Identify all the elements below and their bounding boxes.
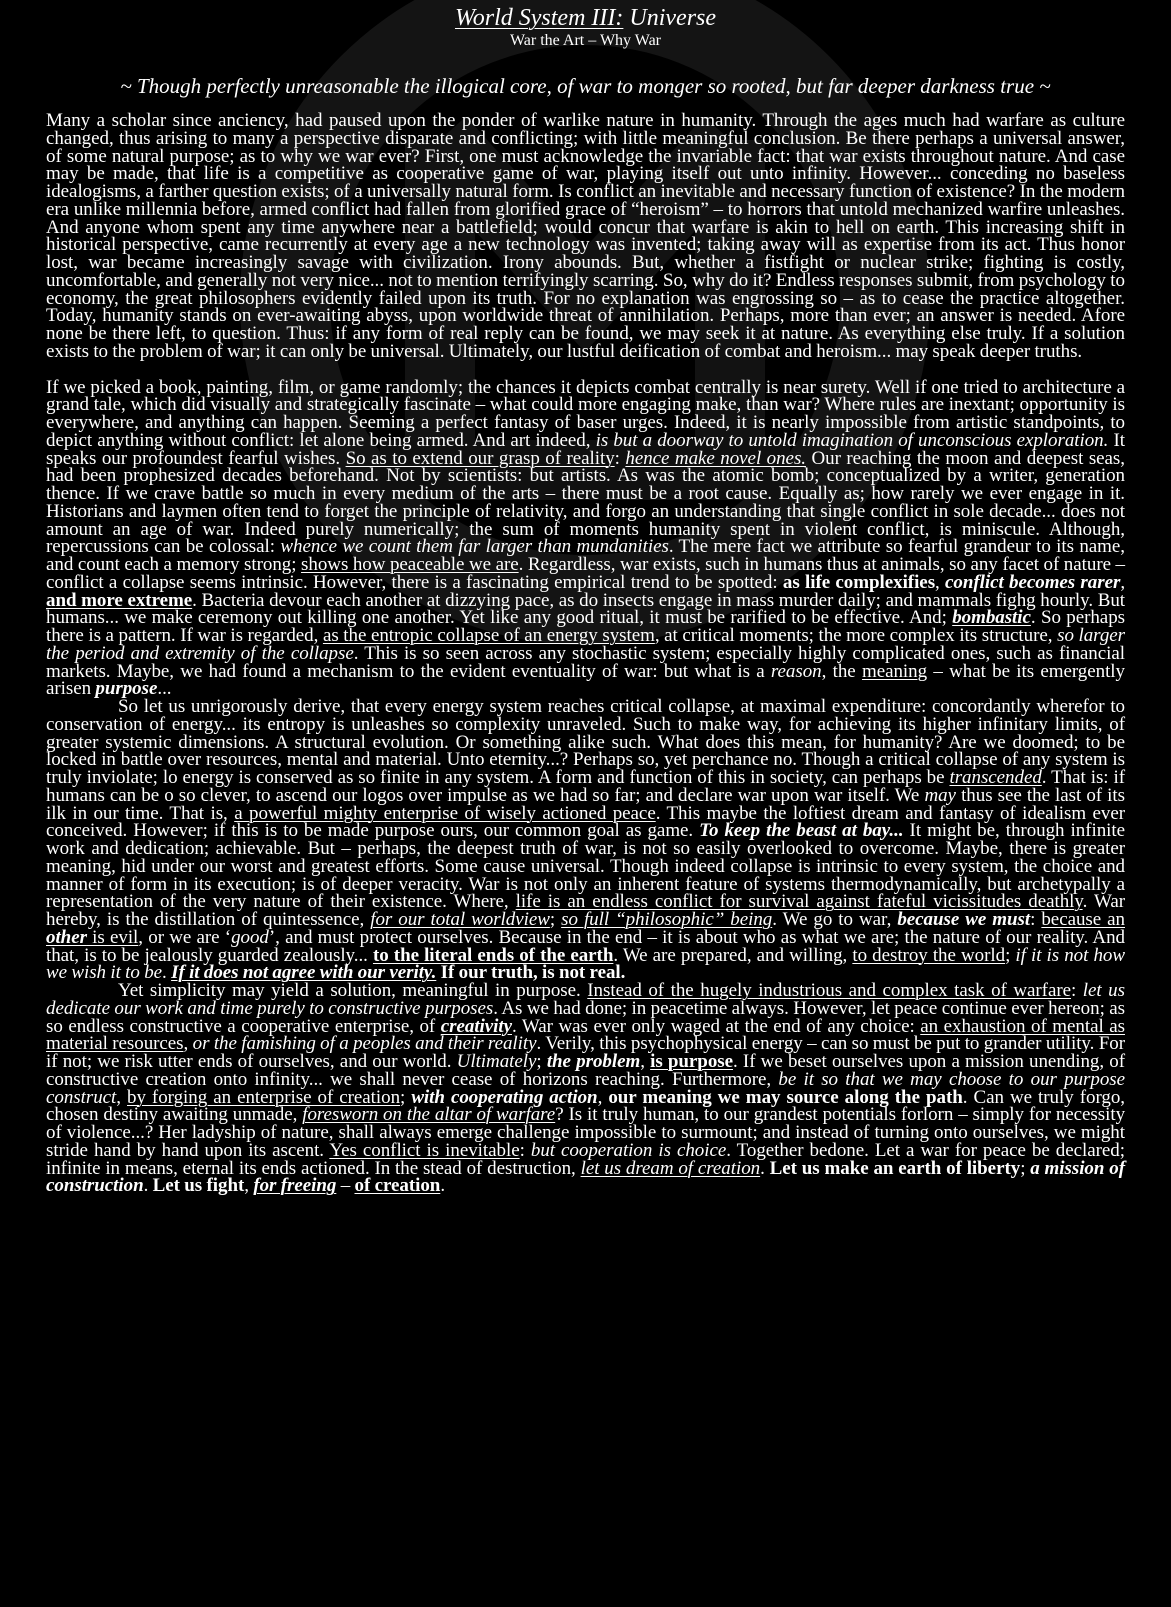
text-run: is evil (86, 926, 139, 948)
text-run: . This is so seen across any stochastic system; especially highly complicated ones, such as financial markets. Maybe, we had found a mechanism to the evident eventuality of war: but what is a (46, 642, 1125, 682)
text-run: conflict becomes rarer (945, 571, 1121, 593)
text-run: . (760, 1157, 770, 1179)
text-run: with cooperating action (411, 1086, 598, 1108)
text-run: If it does not agree with our verity. (171, 962, 437, 984)
text-run: Many a scholar since anciency, had paused upon the ponder of warlike nature in humanity. Through the ages much had warfare as culture changed, thus arising to many a perspective disparate and conflicting; with little meaningful conclusion. Be there perhaps a universal answer, of some natural purpose; as to why we war ever? First, one must acknowledge the invariable fact: that war exists throughout nature. And case may be made, that life is a competitive as cooperative game of war, playing itself out unto infinity. However... conceding no baseless idealogisms, a farther question exists; of a universally natural form. Is conflict an inevitable and necessary function of existence? In the modern era unlike millennia before, armed conflict had fallen from glorified grace of “heroism” – to horrors that untold mechanized warfire unleashes. And anyone whom spent any time anywhere near a battlefield; would concur that warfare is akin to hell on earth. This increasing shift in historical perspective, came recurrently at every age a new technology was invented; taking away will as expertise from its act. Thus honor lost, war became increasingly savage with civilization. Irony abounds. But, whether a fistfight or nuclear strike; fighting is costly, uncomfortable, and generally not very nice... not to mention terrifyingly scarring. So, why do it? Endless responses submit, from psychology to economy, the great philosophers evidently failed upon its truth. For no explanation was engrossing so – as to cease the practice altogether. Today, humanity stands on ever-awaiting abyss, upon worldwide threat of annihilation. Perhaps, more than ever; an answer is needed. Afore none be there left, to question. Thus: if any form of real reply can be found, we may seek it at nature. As everything else truly. If a solution exists to the problem of war; it can only be universal. Ultimately, our lustful deification of combat and heroism... may speak deeper truths. (46, 110, 1125, 362)
text-run: . We go to war, (772, 909, 898, 930)
text-run: thus see the last of its ilk in our time. That is, (46, 784, 1125, 824)
text-run: Yes conflict is inevitable (329, 1139, 520, 1161)
text-run: or the famishing of a peoples and their reality (192, 1033, 537, 1055)
text-run: , the (821, 660, 862, 682)
text-run: by forging an enterprise of creation (127, 1086, 401, 1108)
text-run: transcended (949, 767, 1042, 788)
text-run: , (1120, 571, 1126, 593)
text-run: If we picked a book, painting, film, or game randomly; the chances it depicts combat centrally is near surety. Well if one tried to architecture a grand tale, which did visually and strategically fascinate – what could more engaging make, than war? Where rules are inextant; opportunity is everywhere, and anything can happen. Seeming a perfect fantasy of baser urges. Indeed, it is nearly impossible from artistic standpoints, to depict anything without conflict: let alone being armed. And art indeed, (46, 376, 1125, 451)
text-run: creativity (440, 1015, 513, 1037)
text-run: Our reaching the moon and deepest seas, had been prophesized decades beforehand. Not by scientists: but artists. As was the atomic bomb; conceptualized by a writer, generation thence. If we crave battle so much in every medium of the arts – there must be a root cause. Equally as; how rarely we ever engage in it. Historians and laymen often tend to forget the principle of relativity, and forgo an understanding that single conflict in sole decade... does not amount an age of war. Indeed purely numerically; the sum of moments humanity spent in violent conflict, is miniscule. Although, repercussions can be colossal: (46, 447, 1125, 558)
text-run: – what be its emergently arisen (46, 660, 1125, 700)
text-run: Let us fight (152, 1175, 245, 1197)
text-run: the problem (546, 1051, 641, 1072)
text-run: , (935, 571, 946, 593)
text-run: because an (1041, 909, 1125, 930)
text-run: a mission of construction (46, 1157, 1125, 1197)
text-run: may (924, 784, 956, 806)
text-run: good (231, 926, 269, 948)
text-run: is purpose (650, 1051, 734, 1072)
text-run: . As we had done; in peacetime always. However, let peace continue ever hereon; as so endless constructive a cooperative enterprise, of (46, 997, 1125, 1037)
text-run: because we must (897, 909, 1031, 930)
text-run: . Can we truly forgo, chosen destiny awaiting unmade, (46, 1086, 1125, 1126)
text-run: hence make novel ones. (625, 447, 806, 469)
text-run: . The mere fact we attribute so fearful grandeur to its name, and count each a memory strong; (46, 536, 1125, 575)
text-run: . Regardless, war exists, such in humans thus at animals, so any facet of nature – conflict a collapse seems intrinsic. However, there is a fascinating empirical trend to be spotted: (46, 554, 1125, 593)
text-run: So let us unrigorously derive, that every energy system reaches critical collapse, at maximal expenditure: concordantly wherefor to conservation of energy... its entropy is unleashes so complexity unraveled. Such to make way, for achieving its higher infinitary limits, of greater systemic dimensions. A structural evolution. Or something alike such. What does this mean, for humanity? Are we doomed; to be locked in battle over resources, mental and material. Unto eternity...? Perhaps so, yet perchance no. Though a critical collapse of any system is truly inviolate; lo energy is conserved as so finite in any system. A form and function of this in society, can perhaps be (46, 696, 1125, 788)
text-run: . We are prepared, and willing, (613, 944, 853, 966)
paragraph-2 (46, 376, 1126, 700)
text-run: ; (536, 1051, 547, 1072)
document-title (46, 0, 1125, 32)
text-run: . (162, 962, 172, 984)
text-run: If our truth, is not real. (440, 962, 626, 984)
text-run: but cooperation is choice (530, 1139, 727, 1161)
paragraph-1 (46, 112, 1125, 361)
text-run: and more extreme (46, 589, 193, 611)
text-run: Yet simplicity may yield a solution, meaningful in purpose. (118, 980, 588, 1001)
text-run: Ultimately (456, 1051, 537, 1072)
text-run: . So perhaps there is a pattern. If war is regarded, (46, 607, 1125, 646)
text-run: ; (549, 909, 562, 930)
text-run: other (46, 926, 87, 948)
text-run: , at critical moments; the more complex its structure, (654, 625, 1058, 646)
text-run: So as to extend our grasp of reality (345, 447, 615, 469)
text-run: so full “philosophic” being (561, 909, 773, 930)
text-run: a powerful mighty enterprise of wisely actioned peace (234, 802, 656, 824)
text-run: reason (770, 660, 822, 682)
text-run: Instead of the hugely industrious and complex task of warfare (587, 980, 1071, 1001)
text-run: meaning (861, 660, 928, 682)
text-run: . Together bedone. Let a war for peace be declared; infinite in means, eternal its ends actioned. In the stead of destruction, (46, 1139, 1125, 1179)
text-run: : (1030, 909, 1042, 930)
text-run: . This maybe the loftiest dream and fantasy of idealism ever conceived. However; if this is to be made purpose ours, our common goal as game. (46, 802, 1126, 842)
text-run: . War was ever only waged at the end of any choice: (512, 1015, 921, 1037)
text-run: , (244, 1175, 254, 1197)
text-run: , (183, 1033, 193, 1055)
text-run: life is an endless conflict for survival against fateful vicissitudes deathly (515, 891, 1083, 913)
text-run: : (1071, 980, 1083, 1001)
text-run: if it is not how we wish it to be (46, 944, 1125, 984)
text-run: , (597, 1086, 609, 1108)
title-rest: Universe (629, 5, 717, 31)
text-run: as life complexifies (782, 571, 936, 593)
text-run: – (336, 1175, 355, 1197)
text-run: is but a doorway to untold imagination of unconscious exploration. (595, 429, 1109, 451)
text-run: for our total worldview (370, 909, 550, 930)
text-run: bombastic (952, 607, 1031, 629)
text-run: ? Is it truly human, to our grandest potentials forlorn – simply for necessity of violence...? Her ladyship of nature, shall always emerge challenge impossible to surmount; and instead of turning onto ourselves, we might stride hand by hand upon its ascent. (46, 1104, 1126, 1161)
text-run: To keep the beast at bay... (699, 820, 904, 842)
text-run: to destroy the world (852, 944, 1006, 966)
text-run: shows how peaceable we are (301, 554, 519, 575)
text-run: of creation (354, 1175, 441, 1197)
text-run: It speaks our profoundest fearful wishes. (46, 429, 1126, 469)
text-run: for freeing (253, 1175, 337, 1197)
text-run: . Bacteria devour each another at dizzying pace, as do insects engage in mass murder daily; and mammals fighg hourly. But humans... we make ceremony out killing one another. Yet like any good ritual, it must be rarified to be effective. And; (46, 589, 1125, 629)
paragraph-4 (46, 982, 1125, 1195)
text-run: ; (1005, 944, 1016, 966)
text-run: : (614, 447, 626, 469)
text-run: let us dream of creation (580, 1157, 761, 1179)
text-run: . Verily, this psychophysical energy – can so must be put to grander utility. For if not; we risk utter ends of ourselves, and our world. (46, 1033, 1125, 1072)
text-run: . That is: if humans can be o so clever, to ascend our logos over impulse as we had so far; and declare war upon war itself. We (46, 767, 1125, 806)
text-run: ... (157, 678, 172, 700)
text-run: purpose (95, 678, 158, 700)
text-run: ; (400, 1086, 412, 1108)
text-run: our meaning we may source along the path (608, 1086, 963, 1108)
text-run: to the literal ends of the earth (372, 944, 614, 966)
text-run: , (640, 1051, 651, 1072)
document-subtitle: War the Art – Why War (509, 32, 661, 49)
text-run: Let us make an earth of liberty (769, 1157, 1021, 1179)
text-run: . War hereby, is the distillation of quintessence, (46, 891, 1125, 930)
text-run: foresworn on the altar of warfare (302, 1104, 556, 1126)
text-run: an exhaustion of mental as material resources (46, 1015, 1125, 1055)
epigraph: ~ Though perfectly unreasonable the illogical core, of war to monger so rooted, but far deeper darkness true ~ (120, 74, 1051, 98)
essay-body (46, 112, 1125, 1195)
text-run: as the entropic collapse of an energy system (322, 625, 655, 646)
text-run: , (116, 1086, 127, 1108)
text-run: whence we count them far larger than mundanities (280, 536, 669, 558)
text-run: . (440, 1175, 446, 1197)
text-run: , or we are ‘ (138, 926, 232, 948)
text-run: . (143, 1175, 153, 1197)
text-run: . If we beset ourselves upon a mission unending, of constructive creation onto infinity... we shall never cease of horizons reaching. Furthermore, (46, 1051, 1125, 1090)
text-run: be it so that we may choose to our purpose construct (46, 1068, 1126, 1108)
text-run: ; (1020, 1157, 1031, 1179)
text-run: ’, and must protect ourselves. Because in the end – it is about who as what we are; the nature of our reality. And that, is to be jealously guarded zealously... (46, 926, 1125, 966)
paragraph-3 (46, 698, 1125, 982)
text-run: so larger the period and extremity of the collapse (46, 625, 1126, 664)
text-run: : (519, 1139, 531, 1161)
text-run: let us dedicate our work and time purely to constructive purposes (46, 980, 1125, 1019)
title-underlined-part: World System III: (454, 5, 624, 31)
text-run: It might be, through infinite work and dedication; achievable. But – perhaps, the deepest truth of war, is not so easily overlooked to overcome. Maybe, there is greater meaning, hid under our worst and greatest efforts. Some cause universal. Though indeed collapse is intrinsic to every system, the choice and manner of form in its execution; is of deeper veracity. War is not only an inherent feature of systems thermodynamically, but archetypally a representation of the very nature of their existence. Where, (46, 820, 1125, 913)
